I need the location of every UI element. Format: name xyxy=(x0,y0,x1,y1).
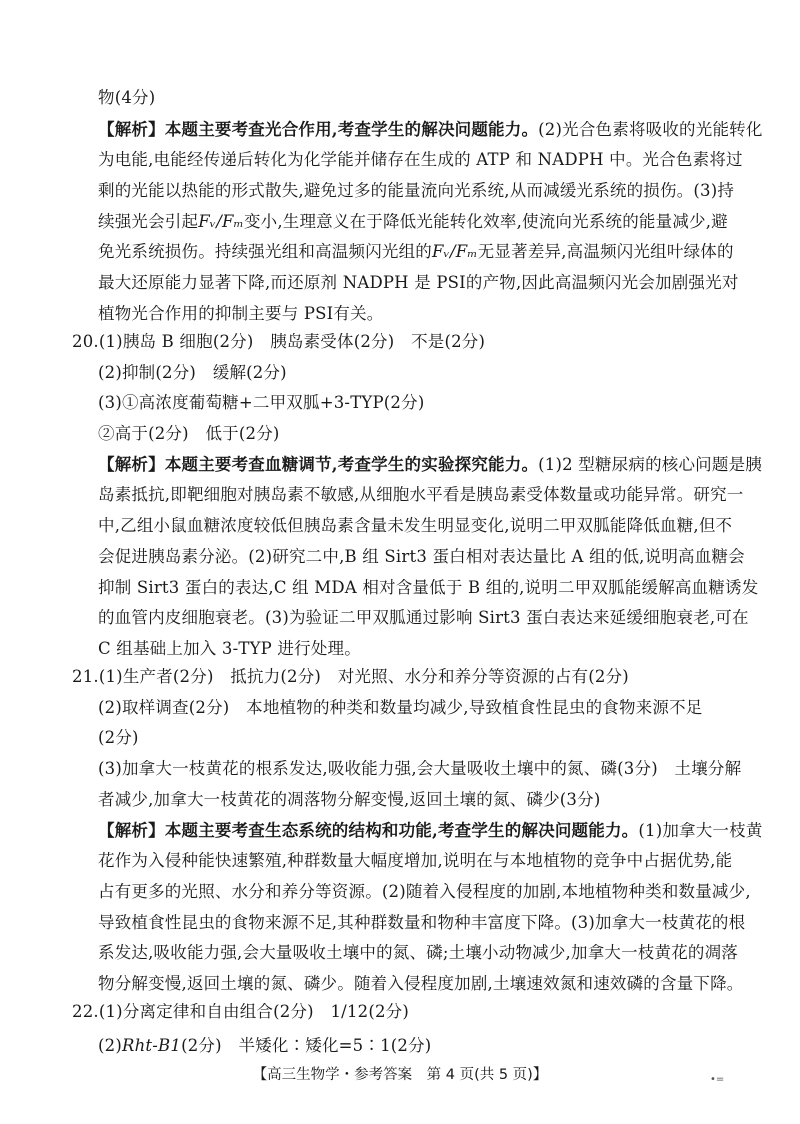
q21-analysis-line-3: 占有更多的光照、水分和养分等资源。(2)随着入侵程度的加剧,本地植物种类和数量减少, xyxy=(98,881,751,901)
analysis-tag: 【解析】 xyxy=(98,820,165,840)
q20-analysis-line-6: 的血管内皮细胞衰老。(3)为验证二甲双胍通过影响 Sirt3 蛋白表达来延缓细胞衰老,可在 xyxy=(98,608,749,628)
q21-analysis-line-1: 【解析】本题主要考查生态系统的结构和功能,考查学生的解决问题能力。(1)加拿大一枝黄 xyxy=(98,820,763,840)
q20-analysis-line-2: 岛素抵抗,即靶细胞对胰岛素不敏感,从细胞水平看是胰岛素受体数量或功能异常。研究一 xyxy=(98,485,744,505)
page-footer: 【高三生物学・参考答案 第 4 页(共 5 页)】 xyxy=(252,1067,548,1083)
fv-fm-ratio: Fᵥ/Fₘ xyxy=(198,211,244,231)
q20-analysis-line-5: 抑制 Sirt3 蛋白的表达,C 组 MDA 相对含量低于 B 组的,说明二甲双胍能缓解高血糖诱发 xyxy=(98,577,759,597)
q20-answer-1: 20.(1)胰岛 B 细胞(2分) 胰岛素受体(2分) 不是(2分) xyxy=(72,331,486,351)
q20-analysis-line-3: 中,乙组小鼠血糖浓度较低但胰岛素含量未发生明显变化,说明二甲双胍能降低血糖,但不 xyxy=(98,516,733,536)
q21-analysis-line-5: 系发达,吸收能力强,会大量吸收土壤中的氮、磷;土壤小动物减少,加拿大一枝黄花的凋落 xyxy=(98,943,738,963)
q19-analysis-line-1: 【解析】本题主要考查光合作用,考查学生的解决问题能力。(2)光合色素将吸收的光能转化 xyxy=(98,119,763,139)
analysis-tag: 【解析】 xyxy=(98,454,165,474)
question-number: 22. xyxy=(72,1002,99,1021)
q21-answer-2: (2)取样调查(2分) 本地植物的种类和数量均减少,导致植食性昆虫的食物来源不足 xyxy=(98,697,703,717)
q21-analysis-line-4: 导致植食性昆虫的食物来源不足,其种群数量和物种丰富度下降。(3)加拿大一枝黄花的根 xyxy=(98,912,746,932)
q20-answer-3: (3)①高浓度葡萄糖+二甲双胍+3-TYP(2分) xyxy=(98,393,425,413)
q21-analysis-line-2: 花作为入侵种能快速繁殖,种群数量大幅度增加,说明在与本地植物的竞争中占据优势,能 xyxy=(98,851,733,871)
q19-analysis-line-4: 续强光会引起Fᵥ/Fₘ变小,生理意义在于降低光能转化效率,使流向光系统的能量减少,避 xyxy=(98,211,728,231)
analysis-lead: 本题主要考查生态系统的结构和功能,考查学生的解决问题能力。 xyxy=(164,820,639,840)
q19-analysis-line-3: 剩的光能以热能的形式散失,避免过多的能量流向光系统,从而减缓光系统的损伤。(3)持 xyxy=(98,181,735,200)
analysis-lead: 本题主要考查血糖调节,考查学生的实验探究能力。 xyxy=(164,454,539,474)
question-number: 21. xyxy=(72,666,99,686)
q22-answer-1: 22.(1)分离定律和自由组合(2分) 1/12(2分) xyxy=(72,1002,410,1021)
fv-fm-ratio: Fᵥ/Fₘ xyxy=(432,242,478,262)
q20-analysis-line-4: 会促进胰岛素分泌。(2)研究二中,B 组 Sirt3 蛋白相对表达量比 A 组的低,说明高血糖会 xyxy=(98,546,745,566)
q22-answer-2: (2)Rht-B1(2分) 半矮化∶矮化=5∶1(2分) xyxy=(98,1036,432,1055)
q19-score-line: 物(4分) xyxy=(98,88,156,107)
q19-analysis-line-6: 最大还原能力显著下降,而还原剂 NADPH 是 PSⅠ的产物,因此高温频闪光会加剧强光对 xyxy=(98,273,739,293)
analysis-lead: 本题主要考查光合作用,考查学生的解决问题能力。 xyxy=(164,119,539,139)
question-number: 20. xyxy=(72,331,99,351)
q20-answer-4: ②高于(2分) 低于(2分) xyxy=(98,424,280,443)
q21-answer-2-cont: (2分) xyxy=(98,728,139,748)
gene-name: Rht-B1 xyxy=(121,1036,182,1055)
q21-analysis-line-6: 物分解变慢,返回土壤的氮、磷少。随着入侵程度加剧,土壤速效氮和速效磷的含量下降。 xyxy=(98,974,744,993)
q20-answer-2: (2)抑制(2分) 缓解(2分) xyxy=(98,362,287,382)
q19-analysis-line-2: 为电能,电能经传递后转化为化学能并储存在生成的 ATP 和 NADPH 中。光合色素将过 xyxy=(98,150,743,170)
q21-answer-1: 21.(1)生产者(2分) 抵抗力(2分) 对光照、水分和养分等资源的占有(2分) xyxy=(72,666,629,686)
q20-analysis-line-7: C 组基础上加入 3-TYP 进行处理。 xyxy=(98,638,361,658)
q19-analysis-line-7: 植物光合作用的抑制主要与 PSⅠ有关。 xyxy=(98,303,384,323)
analysis-tag: 【解析】 xyxy=(98,119,165,139)
corner-mark: •= xyxy=(710,1074,725,1085)
q21-answer-3-cont: 者减少,加拿大一枝黄花的凋落物分解变慢,返回土壤的氮、磷少(3分) xyxy=(98,789,601,809)
q21-answer-3: (3)加拿大一枝黄花的根系发达,吸收能力强,会大量吸收土壤中的氮、磷(3分) 土壤分解 xyxy=(98,759,742,778)
q20-analysis-line-1: 【解析】本题主要考查血糖调节,考查学生的实验探究能力。(1)2 型糖尿病的核心问题是胰 xyxy=(98,454,762,474)
q19-analysis-line-5: 免光系统损伤。持续强光组和高温频闪光组的Fᵥ/Fₘ无显著差异,高温频闪光组叶绿体的 xyxy=(98,242,734,262)
